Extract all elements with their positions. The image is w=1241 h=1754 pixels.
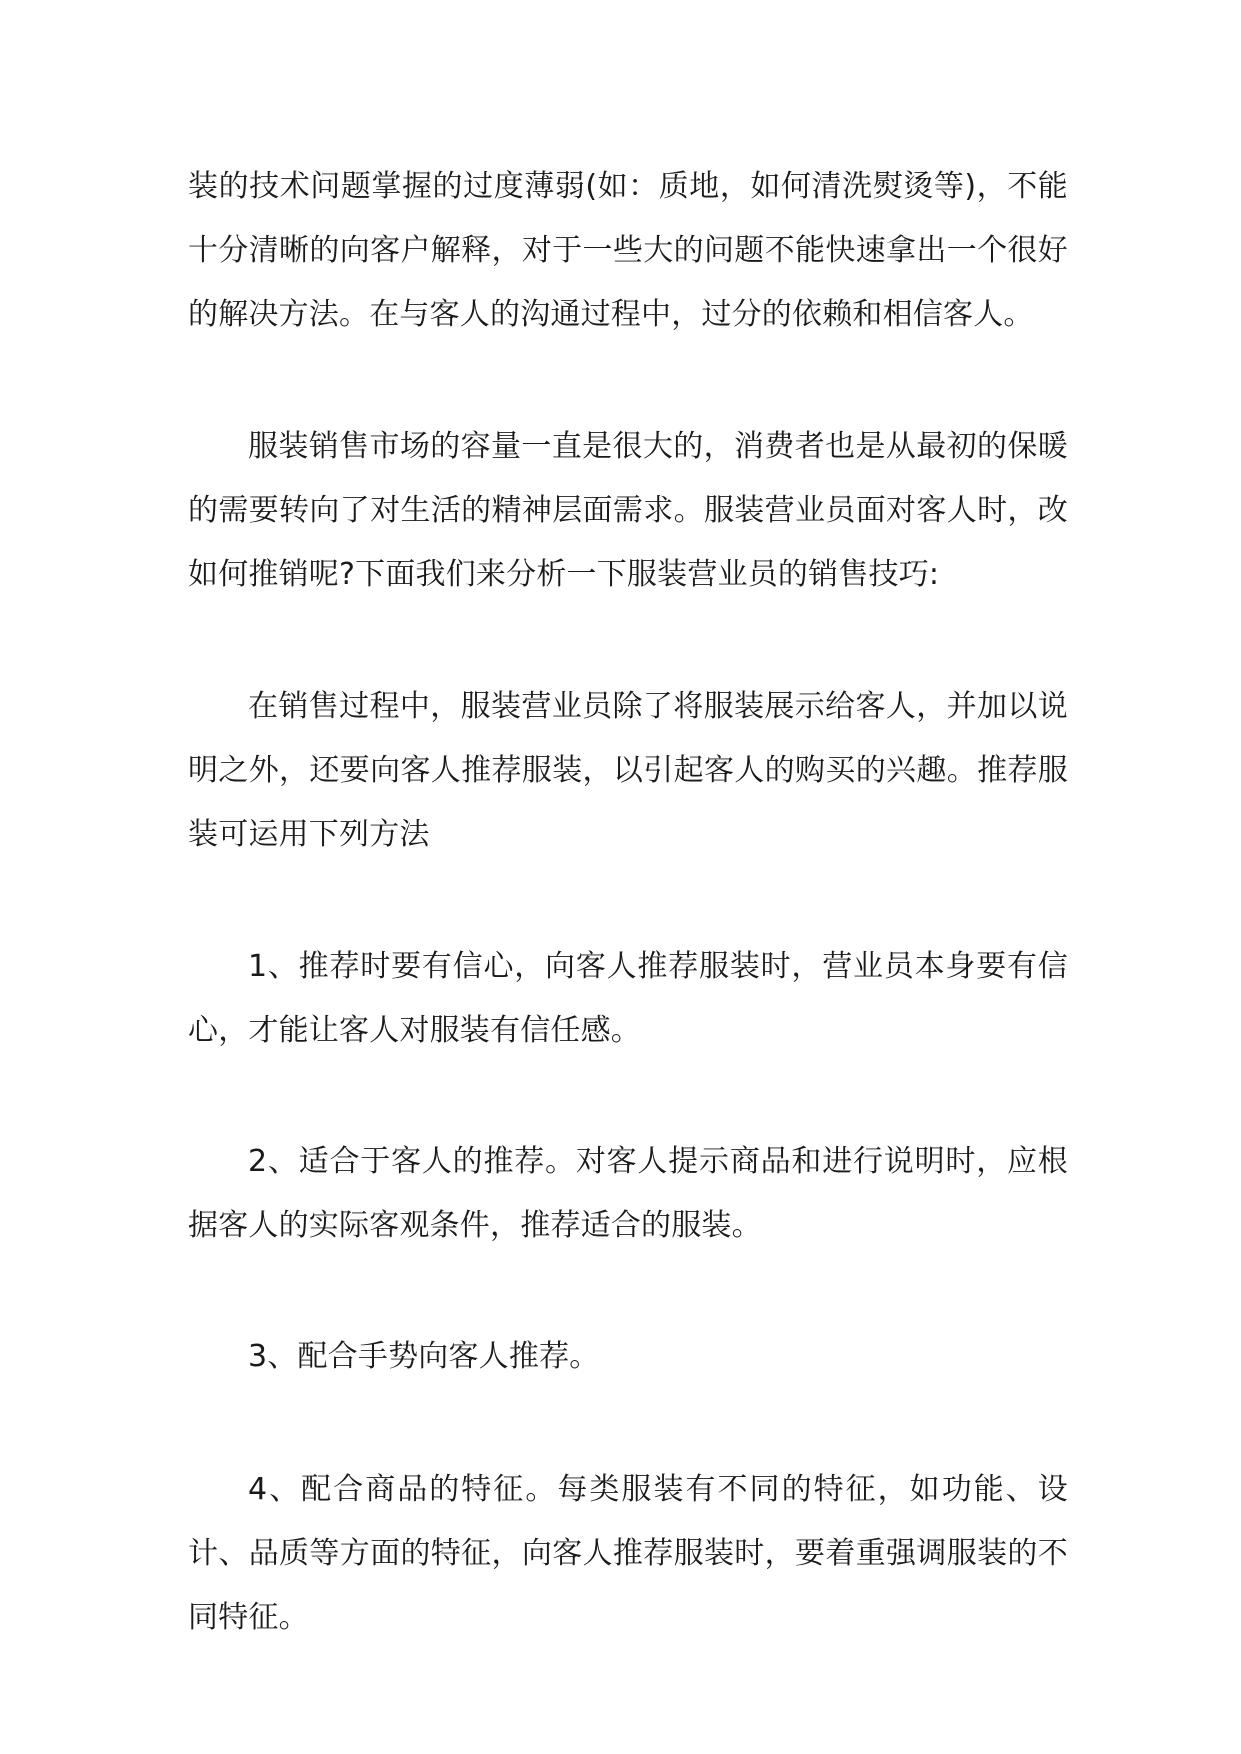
paragraph-intro: 服装销售市场的容量一直是很大的，消费者也是从最初的保暖的需要转向了对生活的精神层面需求。服装营业员面对客人时，改如何推销呢?下面我们来分析一下服装营业员的销售技巧:: [188, 429, 1068, 592]
paragraph-continued-text: 装的技术问题掌握的过度薄弱(如：质地，如何清洗熨烫等)，不能十分清晰的向客户解释，对于一些大的问题不能快速拿出一个很好的解决方法。在与客人的沟通过程中，过分的依赖和相信客人。: [188, 169, 1068, 332]
list-item-1: 1、推荐时要有信心，向客人推荐服装时，营业员本身要有信心，才能让客人对服装有信任感。: [188, 949, 1068, 1048]
list-item-2: 2、适合于客人的推荐。对客人提示商品和进行说明时，应根据客人的实际客观条件，推荐适合的服装。: [188, 1144, 1068, 1243]
list-item-3: 3、配合手势向客人推荐。: [248, 1339, 600, 1374]
paragraph-method-intro: 在销售过程中，服装营业员除了将服装展示给客人，并加以说明之外，还要向客人推荐服装，以引起客人的购买的兴趣。推荐服装可运用下列方法: [188, 689, 1068, 852]
list-item-4: 4、配合商品的特征。每类服装有不同的特征，如功能、设计、品质等方面的特征，向客人推荐服装时，要着重强调服装的不同特征。: [188, 1472, 1068, 1635]
